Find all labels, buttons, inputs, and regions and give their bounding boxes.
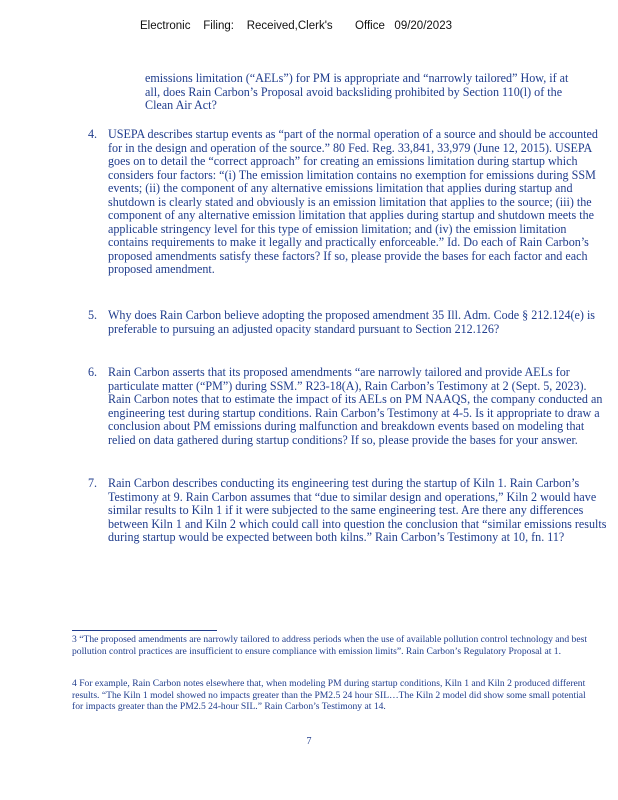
question-number: 6. — [88, 365, 98, 379]
question-text: USEPA describes startup events as “part of the normal operation of a source and should be accounted for in the design and operation of the source.” 80 Fed. Reg. 33,841, 33,979 (June 12, 2015). USEPA goes on to detail the “correct approach” for creating an emissions limitation during startup which considers four factors: “(i) The emission limitation contains no exemption for emissions during SSM events; (ii) the component of any alternative emissions limitation that applies during startup and shutdown is clearly stated and obviously is an emission limitation that applies to the source; (iii) the component of any alternative emission limitation that applies during startup and shutdown meets the applicable stringency level for this type of emission limitation; and (iv) the emission limitation contains requirements to make it legally and practically enforceable.” Id. Do each of Rain Carbon’s proposed amendments satisfy these factors? If so, please provide the bases for each factor and each proposed amendment. — [108, 127, 598, 276]
question-item — [88, 128, 608, 277]
question-text: Rain Carbon describes conducting its engineering test during the startup of Kiln 1. Rain Carbon’s Testimony at 9. Rain Carbon assumes that “due to similar design and operations,” Kiln 2 would have similar results to Kiln 1 if it were subjected to the same engineering test. Are there any differences between Kiln 1 and Kiln 2 which could call into question the conclusion that “similar emissions results during startup would be expected between both kilns.” Rain Carbon’s Testimony at 10, fn. 11? — [108, 476, 607, 544]
question-item — [88, 309, 608, 336]
question-item — [88, 366, 608, 447]
footnote-3: 3 “The proposed amendments are narrowly tailored to address periods when the use of available pollution control technology and best pollution control practices are insufficient to ensure compliance with emission limits”. Rain Carbon’s Regulatory Proposal at 1. — [72, 634, 587, 657]
question-number: 4. — [88, 127, 98, 141]
footnote-divider — [72, 630, 217, 631]
question-text: Rain Carbon asserts that its proposed amendments “are narrowly tailored and provide AELs for particulate matter (“PM”) during SSM.” R23-18(A), Rain Carbon’s Testimony at 2 (Sept. 5, 2023). Rain Carbon notes that to estimate the impact of its AELs on PM NAAQS, the company conducted an engineering test during startup conditions. Rain Carbon’s Testimony at 4-5. Is it appropriate to draw a conclusion about PM emissions during malfunction and breakdown events based on modeling that relied on data gathered during startup conditions? If so, please provide the bases for your answer. — [108, 365, 603, 447]
lead-paragraph: emissions limitation (“AELs”) for PM is appropriate and “narrowly tailored” How, if at all, does Rain Carbon’s Proposal avoid backsliding prohibited by Section 110(l) of the Clean Air Act? — [145, 71, 569, 112]
question-text: Why does Rain Carbon believe adopting the proposed amendment 35 Ill. Adm. Code § 212.124(e) is preferable to pursuing an adjusted opacity standard pursuant to Section 212.126? — [108, 308, 596, 336]
question-number: 5. — [88, 308, 98, 322]
question-item — [88, 477, 608, 545]
footnote-4: 4 For example, Rain Carbon notes elsewhere that, when modeling PM during startup conditions, Kiln 1 and Kiln 2 produced different results. “The Kiln 1 model showed no impacts greater than the PM2.5 24 hour SIL…The Kiln 2 model did show some small potential for impacts greater than the PM2.5 24-hour SIL.” Rain Carbon’s Testimony at 14. — [72, 678, 586, 712]
page-number: 7 — [306, 736, 312, 747]
filing-stamp-header: Electronic Filing: Received,Clerk's Office 09/20/2023 — [140, 20, 452, 32]
question-number: 7. — [88, 476, 98, 490]
